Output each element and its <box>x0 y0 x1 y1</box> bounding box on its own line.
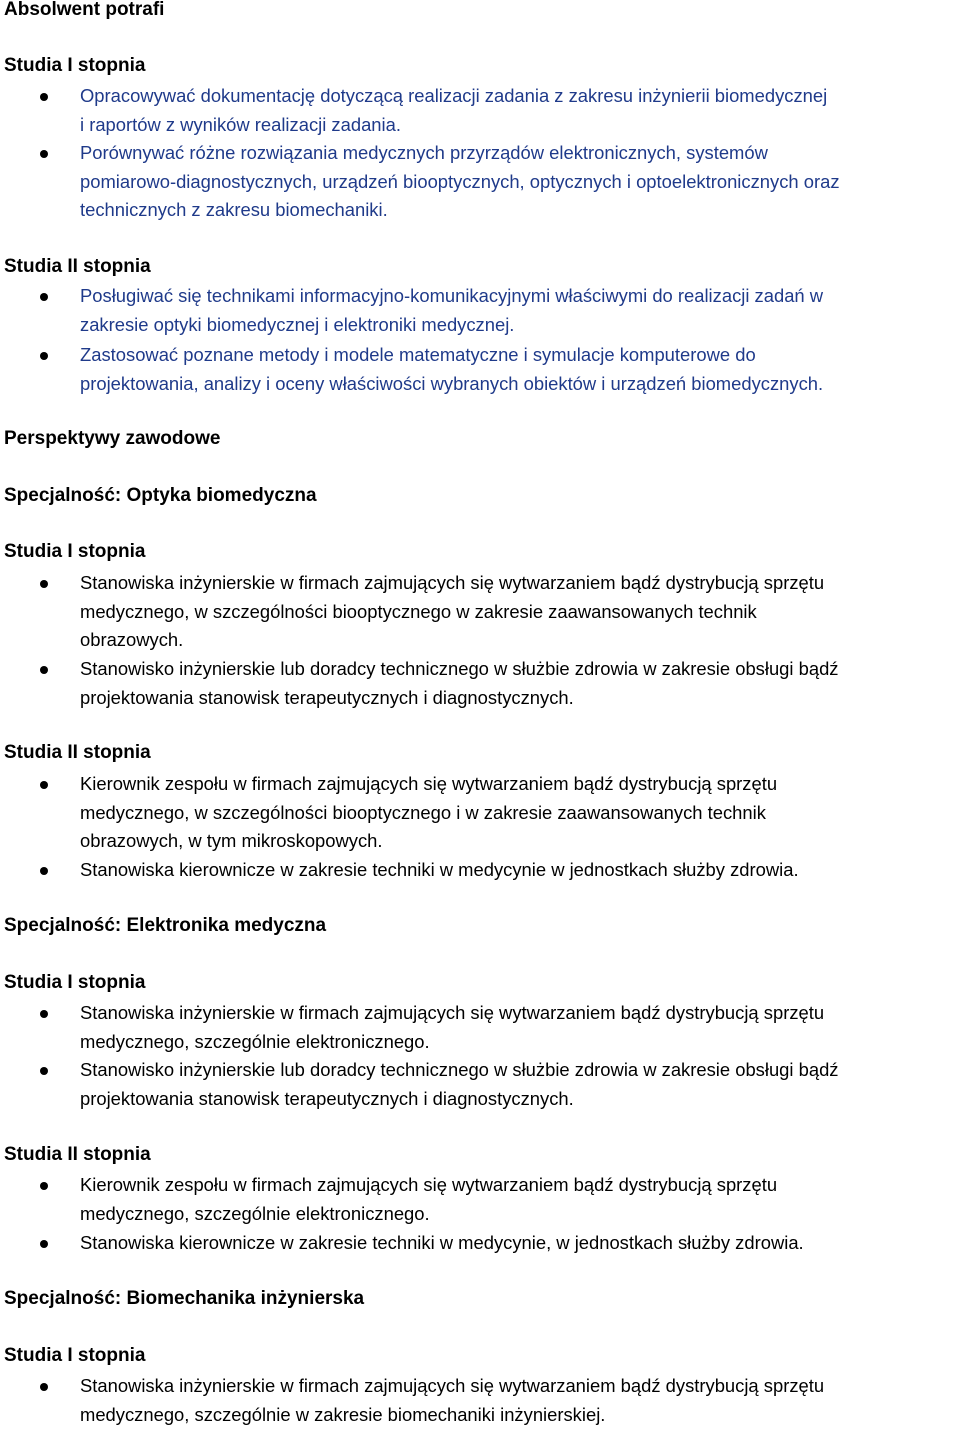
bullet-icon <box>40 352 48 360</box>
list-item-line: zakresie optyki biomedycznej i elektroniki medycznej. <box>80 313 515 335</box>
bullet-icon <box>40 1067 48 1075</box>
list-item-line: obrazowych, w tym mikroskopowych. <box>80 830 383 851</box>
specialization-name: Biomechanika inżynierska <box>126 1288 365 1309</box>
specialization-heading <box>4 1285 364 1314</box>
graduate-title: Absolwent potrafi <box>4 0 165 20</box>
list-item-line: medycznego, szczególnie w zakresie biomechaniki inżynierskiej. <box>80 1403 606 1425</box>
specialization-heading <box>4 912 326 941</box>
list-item-line: medycznego, szczególnie elektronicznego. <box>80 1202 430 1224</box>
bullet-icon <box>40 781 48 789</box>
list-item-line: Porównywać różne rozwiązania medycznych przyrządów elektronicznych, systemów <box>80 142 768 163</box>
bullet-icon <box>40 1383 48 1391</box>
bullet-icon <box>40 666 48 674</box>
bullet-icon <box>40 293 48 301</box>
list-item-line: Stanowiska kierownicze w zakresie techniki w medycynie w jednostkach służby zdrowia. <box>80 859 799 880</box>
list-item-line: Stanowisko inżynierskie lub doradcy technicznego w służbie zdrowia w zakresie obsługi bądź <box>80 658 839 679</box>
section-heading: Studia I stopnia <box>4 55 146 76</box>
list-item-line: Kierownik zespołu w firmach zajmujących się wytwarzaniem bądź dystrybucją sprzętu <box>80 1174 778 1195</box>
bullet-icon <box>40 1240 48 1248</box>
section-heading: Studia II stopnia <box>4 742 151 763</box>
bullet-icon <box>40 93 48 101</box>
specialization-name: Optyka biomedyczna <box>126 485 317 506</box>
list-item-line: Posługiwać się technikami informacyjno-komunikacyjnymi właściwymi do realizacji zadań w <box>80 285 824 306</box>
list-item-line: obrazowych. <box>80 629 184 650</box>
specialization-name: Elektronika medyczna <box>126 915 327 936</box>
list-item-line: projektowania stanowisk terapeutycznych i diagnostycznych. <box>80 1087 574 1109</box>
specialization-label: Specjalność: <box>4 485 127 506</box>
bullet-icon <box>40 1010 48 1018</box>
bullet-icon <box>40 150 48 158</box>
section-heading: Studia I stopnia <box>4 1345 146 1366</box>
bullet-icon <box>40 1182 48 1190</box>
list-item-line: Stanowiska kierownicze w zakresie techniki w medycynie, w jednostkach służby zdrowia. <box>80 1232 804 1253</box>
section-heading: Studia I stopnia <box>4 972 146 993</box>
list-item-line: Stanowisko inżynierskie lub doradcy technicznego w służbie zdrowia w zakresie obsługi bądź <box>80 1059 839 1080</box>
list-item-line: medycznego, szczególnie elektronicznego. <box>80 1030 430 1052</box>
career-title: Perspektywy zawodowe <box>4 428 221 449</box>
section-heading: Studia I stopnia <box>4 541 146 562</box>
list-item-line: i raportów z wyników realizacji zadania. <box>80 113 401 135</box>
list-item-line: Stanowiska inżynierskie w firmach zajmujących się wytwarzaniem bądź dystrybucją sprzętu <box>80 1002 825 1023</box>
list-item-line: projektowania, analizy i oceny właściwości wybranych obiektów i urządzeń biomedycznych. <box>80 372 824 394</box>
list-item-line: Stanowiska inżynierskie w firmach zajmujących się wytwarzaniem bądź dystrybucją sprzętu <box>80 572 825 593</box>
list-item-line: medycznego, w szczególności biooptycznego w zakresie zaawansowanych technik <box>80 600 757 622</box>
specialization-heading <box>4 482 317 511</box>
list-item-line: Opracowywać dokumentację dotyczącą realizacji zadania z zakresu inżynierii biomedycznej <box>80 85 828 106</box>
section-heading: Studia II stopnia <box>4 1144 151 1165</box>
specialization-label: Specjalność: <box>4 915 127 936</box>
list-item-line: Zastosować poznane metody i modele matematyczne i symulacje komputerowe do <box>80 344 756 365</box>
list-item-line: medycznego, w szczególności biooptycznego i w zakresie zaawansowanych technik <box>80 801 766 823</box>
list-item-line: Kierownik zespołu w firmach zajmujących się wytwarzaniem bądź dystrybucją sprzętu <box>80 773 778 794</box>
section-heading: Studia II stopnia <box>4 256 151 277</box>
list-item-line: technicznych z zakresu biomechaniki. <box>80 199 388 220</box>
list-item-line: Stanowiska inżynierskie w firmach zajmujących się wytwarzaniem bądź dystrybucją sprzętu <box>80 1375 825 1396</box>
specialization-label: Specjalność: <box>4 1288 127 1309</box>
list-item-line: pomiarowo-diagnostycznych, urządzeń biooptycznych, optycznych i optoelektronicznych oraz <box>80 170 840 192</box>
bullet-icon <box>40 580 48 588</box>
list-item-line: projektowania stanowisk terapeutycznych i diagnostycznych. <box>80 686 574 708</box>
bullet-icon <box>40 867 48 875</box>
